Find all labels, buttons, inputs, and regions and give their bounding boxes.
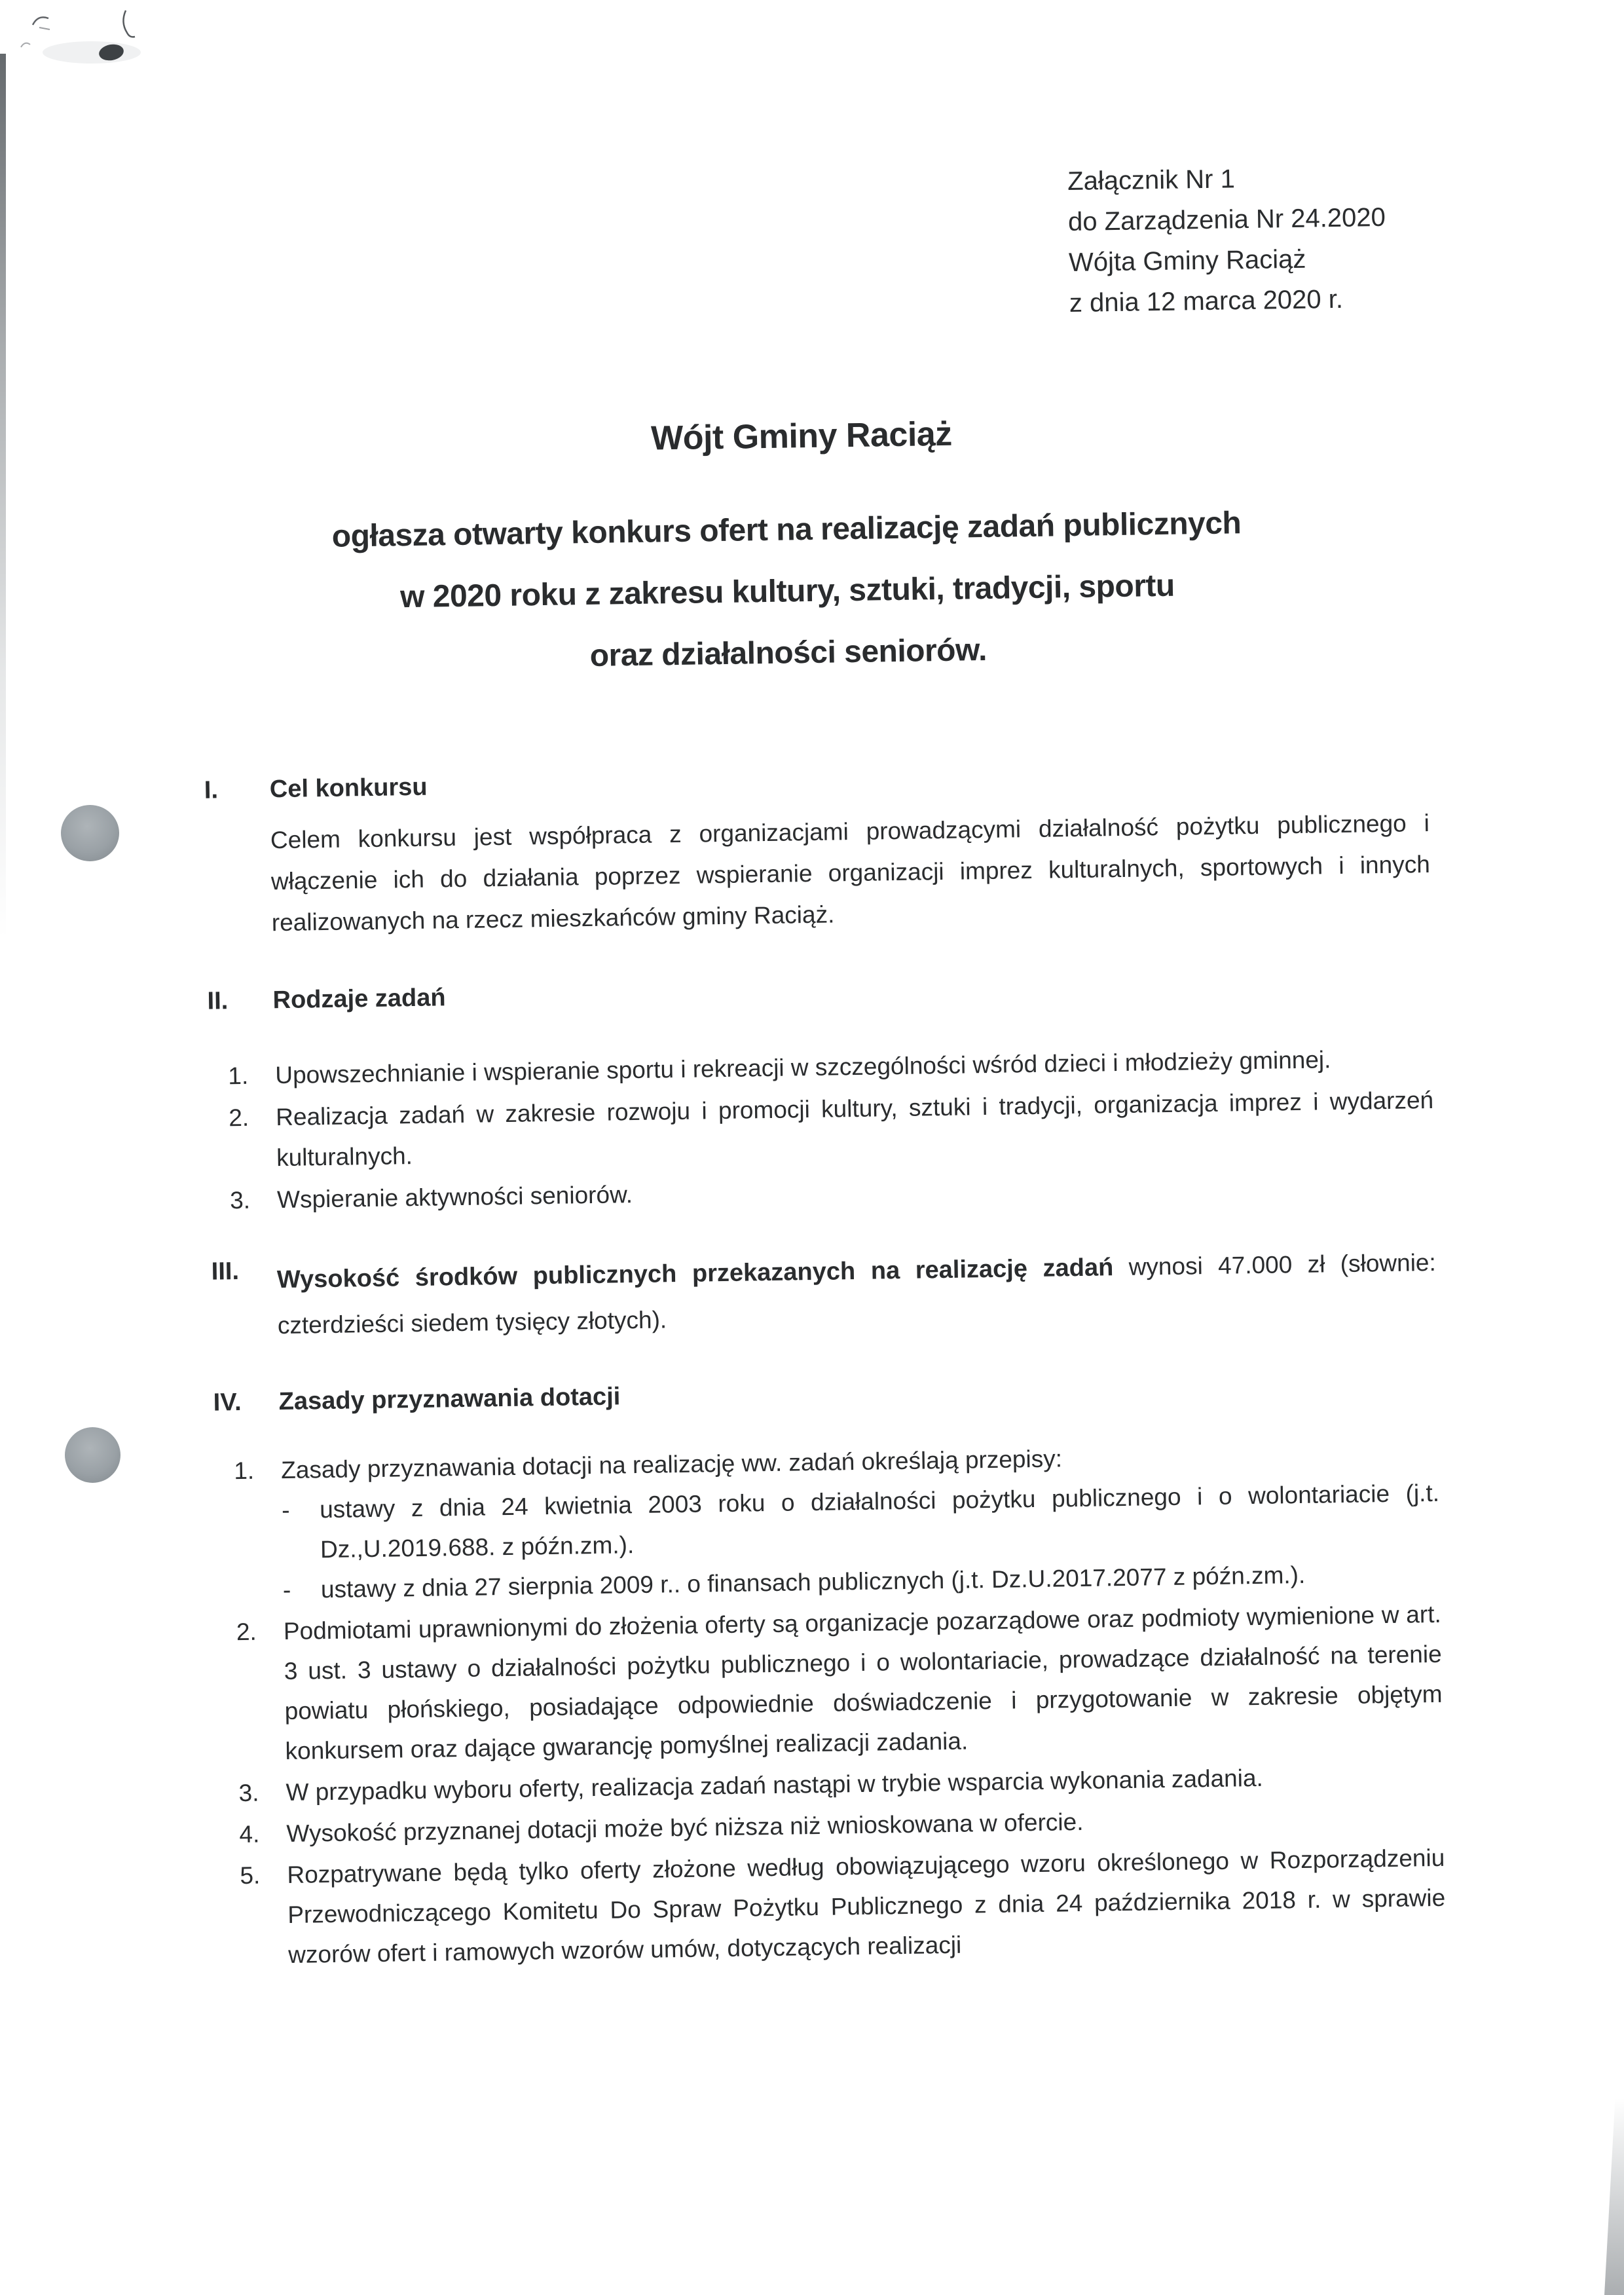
section-numeral: III.: [211, 1258, 240, 1286]
document-subtitle-line: w 2020 roku z zakresu kultury, sztuki, tradycji, sportu: [399, 568, 1175, 615]
list-item-text: Podmiotami uprawnionymi do złożenia oferty są organizacje pozarządowe oraz podmioty wymienione w art. 3 ust. 3 ustawy o działalności pożytku publicznego i o wolontariacie, prowadzące działalność na terenie powiatu płońskiego, posiadające odpowiednie doświadczenie i przygotowanie w zakresie objętym konkursem oraz dające gwarancję pomyślnej realizacji zadania.: [283, 1600, 1443, 1765]
list-item: [234, 1433, 1441, 1611]
list-item-text: Realizacja zadań w zakresie rozwoju i promocji kultury, sztuki i tradycji, organizacja imprez i wydarzeń kulturalnych.: [275, 1086, 1434, 1172]
section-heading-text: Cel konkursu: [269, 773, 428, 804]
attachment-note-line: Wójta Gminy Raciąż: [1068, 244, 1306, 278]
document-subtitle-line: ogłasza otwarty konkurs ofert na realizację zadań publicznych: [331, 506, 1242, 554]
list-item-lead: Zasady przyznawania dotacji na realizację ww. zadań określają przepisy:: [280, 1445, 1063, 1484]
list-item-text: Upowszechnianie i wspieranie sportu i rekreacji w szczególności wśród dzieci i młodzieży gminnej.: [274, 1046, 1331, 1089]
section-heading-2: [207, 969, 1431, 1016]
section-4-list: [214, 1433, 1447, 1976]
attachment-note: [1067, 157, 1387, 324]
section-1-paragraph: Celem konkursu jest współpraca z organizacjami prowadzącymi działalność pożytku publicznego i włączenie ich do działania poprzez wspieranie organizacji imprez kulturalnych, sportowych i innych realizowanych na rzecz mieszkańców gminy Raciąż.: [270, 809, 1431, 937]
list-item-number: 2.: [228, 1104, 249, 1132]
list-item-text: Rozpatrywane będą tylko oferty złożone według obowiązującego wzoru określonego w Rozporządzeniu Przewodniczącego Komitetu Do Spraw Pożytku Publicznego z dnia 24 października 2018 r. w sprawie wzorów ofert i ramowych wzorów umów, dotyczących realizacji: [287, 1844, 1446, 1968]
list-item-number: 1.: [233, 1457, 255, 1485]
sub-list: [282, 1473, 1441, 1610]
dash-marker: -: [282, 1576, 291, 1604]
list-item: [236, 1594, 1443, 1772]
list-item: [229, 1080, 1435, 1179]
list-item-number: 3.: [238, 1779, 259, 1807]
section-numeral: II.: [207, 987, 229, 1015]
section-3-statement: [276, 1240, 1437, 1349]
section-heading-1: [204, 758, 1429, 805]
document-subtitle-line: oraz działalności seniorów.: [589, 632, 987, 673]
section-heading-3: [211, 1240, 1437, 1350]
list-item-number: 2.: [236, 1618, 257, 1646]
section-heading-4: [213, 1371, 1437, 1417]
section-2-list: [208, 1038, 1435, 1222]
section-numeral: I.: [204, 776, 219, 804]
list-item-text: Wysokość przyznanej dotacji może być niższa niż wnioskowana w ofercie.: [286, 1808, 1084, 1848]
list-item-number: 5.: [240, 1861, 261, 1890]
section-heading-text: Zasady przyznawania dotacji: [278, 1383, 621, 1416]
list-item-number: 4.: [239, 1820, 260, 1848]
attachment-note-line: do Zarządzenia Nr 24.2020: [1067, 202, 1386, 237]
dash-marker: -: [281, 1496, 290, 1524]
document-subtitle: [56, 489, 1519, 695]
sub-item-text: ustawy z dnia 24 kwietnia 2003 roku o działalności pożytku publicznego i o wolontariacie (j.t. Dz.,U.2019.688. z późn.zm.).: [319, 1479, 1440, 1563]
list-item: [240, 1838, 1447, 1975]
attachment-note-line: Załącznik Nr 1: [1067, 164, 1236, 196]
document-title: Wójt Gminy Raciąż: [650, 415, 953, 458]
section-3-bold-lead: Wysokość środków publicznych przekazanych na realizację zadań: [276, 1254, 1114, 1294]
list-item-number: 3.: [229, 1186, 251, 1214]
list-item-text: [281, 1433, 1441, 1610]
sub-item-text: ustawy z dnia 27 sierpnia 2009 r.. o finansach publicznych (j.t. Dz.U.2017.2077 z późn.zm.).: [320, 1561, 1306, 1603]
list-item-text: W przypadku wyboru oferty, realizacja zadań nastąpi w trybie wsparcia wykonania zadania.: [286, 1764, 1264, 1806]
list-item-text: Wspieranie aktywności seniorów.: [276, 1181, 633, 1214]
section-heading-text: Rodzaje zadań: [272, 984, 446, 1015]
section-3-rest: wynosi 47.000 zł (słownie: czterdzieści siedem tysięcy złotych).: [277, 1248, 1437, 1339]
document-body: [204, 758, 1447, 1977]
section-numeral: IV.: [213, 1388, 242, 1417]
list-item-number: 1.: [228, 1062, 249, 1090]
attachment-note-line: z dnia 12 marca 2020 r.: [1069, 284, 1344, 318]
